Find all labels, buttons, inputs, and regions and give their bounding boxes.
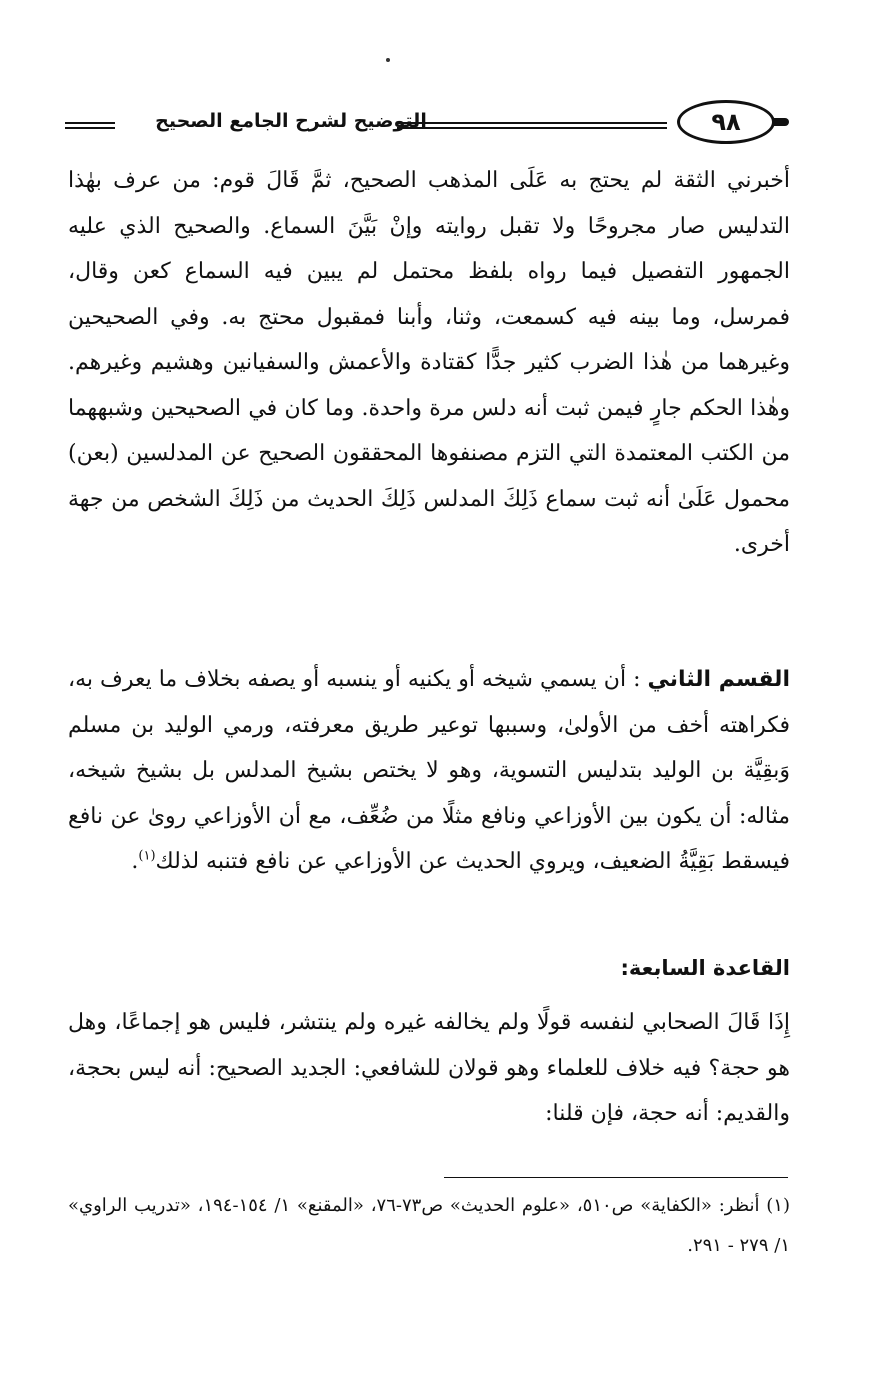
- paragraph-1: [68, 158, 790, 568]
- paragraph-2-end: .: [131, 849, 139, 874]
- section-lead: القسم الثاني: [647, 667, 790, 692]
- running-header: [65, 96, 788, 154]
- page-speck: [386, 58, 390, 62]
- paragraph-3-text: إِذَا قَالَ الصحابي لنفسه قولًا ولم يخالفه غيره ولم ينتشر، فليس هو إجماعًا، وهل هو حجة؟ فيه خلاف للعلماء وهو قولان للشافعي: الجديد الصحيح: أنه ليس بحجة، والقديم: أنه حجة، فإن قلنا:: [68, 1010, 790, 1126]
- paragraph-2-body: [68, 657, 790, 885]
- paragraph-1-text: أخبرني الثقة لم يحتج به عَلَى المذهب الصحيح، ثمَّ قَالَ قوم: من عرف بهٰذا التدليس صار مجروحًا ولا تقبل روايته وإنْ بَيَّنَ السماع. والصحيح الذي عليه الجمهور التفصيل فيما رواه بلفظ محتمل لم يبين فيه السماع كعن وقال، فمرسل، وما بينه فيه كسمعت، وثنا، وأبنا فمقبول محتج به. وفي الصحيحين وغيرهما من هٰذا الضرب كثير جدًّا كقتادة والأعمش والسفيانين وهشيم وغيرهم. وهٰذا الحكم جارٍ فيمن ثبت أنه دلس مرة واحدة. وما كان في الصحيحين وشبههما من الكتب المعتمدة التي التزم مصنفوها المحققون الصحيح عن المدلسين (بعن) محمول عَلَىٰ أنه ثبت سماع ذَلِكَ المدلس ذَلِكَ الحديث من ذَلِكَ الشخص من جهة أخرى.: [68, 168, 790, 557]
- page-number: ٩٨: [711, 108, 741, 136]
- paragraph-2: [68, 657, 790, 885]
- section-heading: القاعدة السابعة:: [620, 956, 790, 980]
- footnote-ref: (١): [138, 848, 156, 864]
- running-title: التوضيح لشرح الجامع الصحيح: [155, 110, 427, 132]
- footnote-divider: [444, 1177, 788, 1178]
- paragraph-2-text: : أن يسمي شيخه أو يكنيه أو ينسبه أو يصفه بخلاف ما يعرف به، فكراهته أخف من الأولىٰ، وسببها توعير طريق معرفته، ورمي الوليد بن مسلم وَبقِيَّة بن الوليد بتدليس التسوية، وهو لا يختص بشيخ المدلس بل بشيخ شيخه، مثاله: أن يكون بين الأوزاعي ونافع مثلًا من ضُعِّف، مع أن الأوزاعي روىٰ عن نافع فيسقط بَقِيَّةُ الضعيف، ويروي الحديث عن الأوزاعي عن نافع فتنبه لذلك: [68, 667, 790, 874]
- paragraph-3: [68, 1000, 790, 1137]
- header-rule-left: [65, 122, 115, 129]
- footnote: (١) أنظر: «الكفاية» ص٥١٠، «علوم الحديث» ص٧٣-٧٦، «المقنع» ١/ ١٥٤-١٩٤، «تدريب الراوي» ١/ ٢٧٩ - ٢٩١.: [68, 1195, 790, 1256]
